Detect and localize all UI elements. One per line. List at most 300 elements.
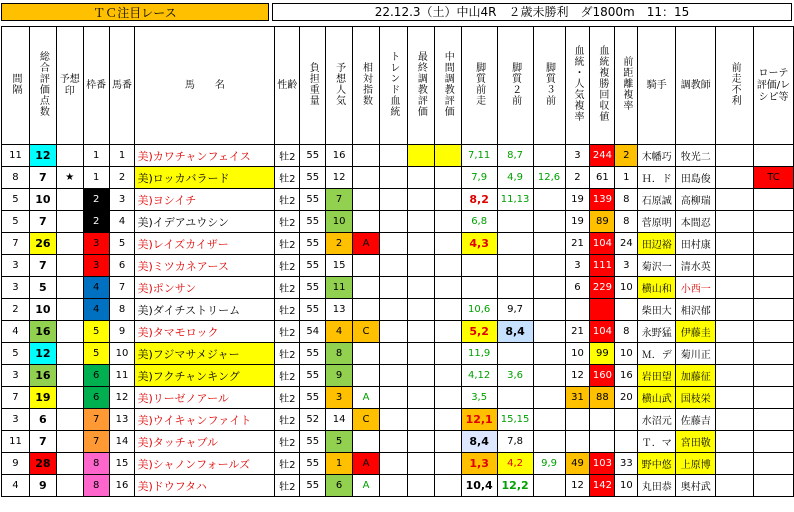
cell-name: 美)フジマサメジャー — [135, 343, 275, 365]
header-cell — [83, 27, 109, 145]
cell-final — [407, 387, 434, 409]
cell-mark — [56, 475, 83, 497]
cell-bc: 229 — [590, 277, 615, 299]
cell-bc: 89 — [590, 211, 615, 233]
cell-pop: 4 — [326, 321, 353, 343]
cell-furi — [716, 475, 754, 497]
header-cell — [2, 27, 30, 145]
cell-trainer: 本間忍 — [676, 211, 716, 233]
cell-mid — [434, 431, 461, 453]
header-label: 相対指数 — [360, 61, 372, 106]
cell-s2: 8,4 — [497, 321, 533, 343]
cell-bc: 139 — [590, 189, 615, 211]
cell-mark — [56, 189, 83, 211]
cell-pop: 14 — [326, 409, 353, 431]
cell-sex: 牡2 — [275, 365, 300, 387]
table-row — [2, 299, 794, 321]
cell-frame: 8 — [83, 453, 109, 475]
cell-mid — [434, 343, 461, 365]
cell-weight: 52 — [300, 409, 326, 431]
table-row — [2, 167, 794, 189]
cell-weight: 54 — [300, 321, 326, 343]
cell-pop: 5 — [326, 431, 353, 453]
table-row — [2, 277, 794, 299]
cell-s3 — [533, 211, 565, 233]
cell-weight: 55 — [300, 365, 326, 387]
cell-s2 — [497, 343, 533, 365]
cell-s1: 10,4 — [461, 475, 497, 497]
cell-s1: 10,6 — [461, 299, 497, 321]
table-row — [2, 343, 794, 365]
cell-jockey: 横山和 — [638, 277, 676, 299]
cell-num: 12 — [109, 387, 135, 409]
cell-s2: 4,2 — [497, 453, 533, 475]
cell-rel: C — [353, 409, 380, 431]
cell-s1: 5,2 — [461, 321, 497, 343]
cell-rel — [353, 277, 380, 299]
cell-weight: 55 — [300, 299, 326, 321]
cell-trainer: 伊藤圭 — [676, 321, 716, 343]
cell-interval: 11 — [2, 145, 30, 167]
cell-trainer: 加藤征 — [676, 365, 716, 387]
cell-s3 — [533, 321, 565, 343]
cell-jockey: 菊沢一 — [638, 255, 676, 277]
cell-trend — [379, 343, 407, 365]
header-cell — [461, 27, 497, 145]
header-row — [2, 27, 794, 145]
header-cell — [590, 27, 615, 145]
cell-frame: 3 — [83, 255, 109, 277]
cell-frame: 2 — [83, 211, 109, 233]
cell-trend — [379, 321, 407, 343]
cell-num: 16 — [109, 475, 135, 497]
cell-pop: 2 — [326, 233, 353, 255]
cell-interval: 5 — [2, 211, 30, 233]
cell-weight: 55 — [300, 211, 326, 233]
cell-bc — [590, 299, 615, 321]
header-cell — [565, 27, 590, 145]
cell-bl — [565, 409, 590, 431]
cell-rel — [353, 145, 380, 167]
table-row — [2, 189, 794, 211]
cell-s1: 3,5 — [461, 387, 497, 409]
header-label: 枠番 — [86, 80, 107, 91]
header-cell — [109, 27, 135, 145]
cell-num: 5 — [109, 233, 135, 255]
cell-bc: 244 — [590, 145, 615, 167]
cell-rote — [754, 343, 794, 365]
cell-final — [407, 167, 434, 189]
cell-trainer: 相沢郁 — [676, 299, 716, 321]
header-label: 性齢 — [277, 80, 298, 91]
cell-interval: 4 — [2, 321, 30, 343]
cell-bc: 88 — [590, 387, 615, 409]
cell-sex: 牡2 — [275, 255, 300, 277]
cell-s1: 11,9 — [461, 343, 497, 365]
cell-rel — [353, 343, 380, 365]
cell-mark — [56, 387, 83, 409]
cell-pd: 8 — [615, 211, 638, 233]
cell-furi — [716, 167, 754, 189]
cell-final — [407, 475, 434, 497]
cell-name: 美)イデアユウシン — [135, 211, 275, 233]
cell-pop: 11 — [326, 277, 353, 299]
cell-mark — [56, 321, 83, 343]
cell-final — [407, 343, 434, 365]
cell-final — [407, 277, 434, 299]
cell-num: 7 — [109, 277, 135, 299]
cell-s2 — [497, 255, 533, 277]
cell-bl: 2 — [565, 167, 590, 189]
cell-mark — [56, 343, 83, 365]
cell-sex: 牡2 — [275, 343, 300, 365]
cell-mark — [56, 255, 83, 277]
table-row — [2, 475, 794, 497]
cell-final — [407, 233, 434, 255]
header-cell — [497, 27, 533, 145]
cell-pd: 8 — [615, 189, 638, 211]
cell-final — [407, 145, 434, 167]
cell-trainer: 宮田敬 — [676, 431, 716, 453]
cell-jockey: 岩田望 — [638, 365, 676, 387]
cell-bl: 21 — [565, 233, 590, 255]
cell-sex: 牡2 — [275, 475, 300, 497]
cell-name: 美)レイズカイザー — [135, 233, 275, 255]
cell-furi — [716, 255, 754, 277]
cell-furi — [716, 321, 754, 343]
cell-jockey: 野中悠 — [638, 453, 676, 475]
cell-pop: 7 — [326, 189, 353, 211]
cell-num: 8 — [109, 299, 135, 321]
cell-bl: 10 — [565, 343, 590, 365]
cell-mid — [434, 233, 461, 255]
cell-s3: 12,6 — [533, 167, 565, 189]
cell-s2: 3,6 — [497, 365, 533, 387]
cell-rel: A — [353, 475, 380, 497]
header-cell — [300, 27, 326, 145]
cell-pop: 13 — [326, 299, 353, 321]
cell-trainer: 菊川正 — [676, 343, 716, 365]
cell-interval: 3 — [2, 255, 30, 277]
cell-sex: 牡2 — [275, 387, 300, 409]
cell-frame: 6 — [83, 365, 109, 387]
cell-frame: 8 — [83, 475, 109, 497]
cell-rote: TC — [754, 167, 794, 189]
cell-bl: 19 — [565, 211, 590, 233]
cell-pop: 12 — [326, 167, 353, 189]
cell-weight: 55 — [300, 431, 326, 453]
cell-rote — [754, 211, 794, 233]
cell-rel — [353, 431, 380, 453]
header-cell — [326, 27, 353, 145]
cell-name: 美)ダイチストリーム — [135, 299, 275, 321]
cell-s3 — [533, 255, 565, 277]
cell-bl: 3 — [565, 145, 590, 167]
cell-mid — [434, 255, 461, 277]
cell-mid — [434, 189, 461, 211]
cell-s1: 6,8 — [461, 211, 497, 233]
cell-bc: 99 — [590, 343, 615, 365]
cell-s2: 8,7 — [497, 145, 533, 167]
cell-mark — [56, 233, 83, 255]
cell-trainer: 高柳瑞 — [676, 189, 716, 211]
cell-pop: 10 — [326, 211, 353, 233]
cell-rote — [754, 255, 794, 277]
cell-mid — [434, 475, 461, 497]
cell-rel: A — [353, 233, 380, 255]
cell-score: 7 — [29, 167, 56, 189]
cell-pd — [615, 431, 638, 453]
cell-furi — [716, 409, 754, 431]
cell-trainer: 牧光二 — [676, 145, 716, 167]
cell-final — [407, 431, 434, 453]
cell-bl: 3 — [565, 255, 590, 277]
cell-s2: 11,13 — [497, 189, 533, 211]
header-cell — [533, 27, 565, 145]
cell-jockey: 永野猛 — [638, 321, 676, 343]
cell-pd — [615, 409, 638, 431]
cell-score: 6 — [29, 409, 56, 431]
cell-trend — [379, 365, 407, 387]
cell-trend — [379, 211, 407, 233]
cell-sex: 牡2 — [275, 453, 300, 475]
cell-num: 6 — [109, 255, 135, 277]
header-label: 予想人気 — [333, 61, 345, 106]
cell-mid — [434, 453, 461, 475]
cell-sex: 牡2 — [275, 431, 300, 453]
cell-mid — [434, 365, 461, 387]
cell-s1: 4,12 — [461, 365, 497, 387]
table-row — [2, 321, 794, 343]
cell-trainer: 田村康 — [676, 233, 716, 255]
cell-s2 — [497, 387, 533, 409]
cell-rel: A — [353, 453, 380, 475]
cell-num: 14 — [109, 431, 135, 453]
cell-rel — [353, 189, 380, 211]
header-label: 間隔 — [9, 72, 21, 95]
cell-pd — [615, 299, 638, 321]
cell-rote — [754, 145, 794, 167]
cell-jockey: 石原誠 — [638, 189, 676, 211]
cell-frame: 5 — [83, 343, 109, 365]
cell-pd: 24 — [615, 233, 638, 255]
cell-score: 12 — [29, 145, 56, 167]
table-row — [2, 145, 794, 167]
cell-bl: 12 — [565, 365, 590, 387]
header-cell — [275, 27, 300, 145]
cell-num: 15 — [109, 453, 135, 475]
header-cell — [716, 27, 754, 145]
cell-name: 美)シャノンフォールズ — [135, 453, 275, 475]
cell-score: 7 — [29, 431, 56, 453]
cell-s1: 8,4 — [461, 431, 497, 453]
cell-rote — [754, 475, 794, 497]
cell-trend — [379, 431, 407, 453]
cell-s2 — [497, 211, 533, 233]
cell-interval: 7 — [2, 387, 30, 409]
cell-score: 26 — [29, 233, 56, 255]
cell-name: 美)カワチャンフェイス — [135, 145, 275, 167]
cell-pd: 10 — [615, 277, 638, 299]
cell-interval: 5 — [2, 189, 30, 211]
cell-mid — [434, 167, 461, 189]
cell-rote — [754, 453, 794, 475]
cell-sex: 牡2 — [275, 409, 300, 431]
cell-bc: 111 — [590, 255, 615, 277]
cell-mid — [434, 277, 461, 299]
cell-mark — [56, 409, 83, 431]
cell-score: 12 — [29, 343, 56, 365]
cell-final — [407, 453, 434, 475]
cell-s3 — [533, 409, 565, 431]
header-label: 血統・人気複率 — [571, 45, 583, 122]
cell-score: 7 — [29, 211, 56, 233]
cell-interval: 9 — [2, 453, 30, 475]
header-cell — [434, 27, 461, 145]
cell-trend — [379, 475, 407, 497]
cell-trainer: 上原博 — [676, 453, 716, 475]
cell-rel — [353, 211, 380, 233]
cell-s3 — [533, 387, 565, 409]
cell-mark: ★ — [56, 167, 83, 189]
cell-s2: 15,15 — [497, 409, 533, 431]
cell-rote — [754, 233, 794, 255]
cell-mark — [56, 431, 83, 453]
cell-pop: 8 — [326, 343, 353, 365]
header-cell — [29, 27, 56, 145]
cell-frame: 7 — [83, 431, 109, 453]
cell-rel — [353, 365, 380, 387]
table-row — [2, 453, 794, 475]
cell-furi — [716, 189, 754, 211]
cell-s1 — [461, 277, 497, 299]
cell-pop: 16 — [326, 145, 353, 167]
cell-s3 — [533, 277, 565, 299]
cell-sex: 牡2 — [275, 145, 300, 167]
cell-bl: 19 — [565, 189, 590, 211]
cell-score: 7 — [29, 255, 56, 277]
cell-trainer: 奥村武 — [676, 475, 716, 497]
cell-sex: 牡2 — [275, 233, 300, 255]
header-cell — [754, 27, 794, 145]
cell-jockey: Ｈ．ド — [638, 167, 676, 189]
header-label: 予想印 — [59, 73, 80, 97]
header-cell — [353, 27, 380, 145]
cell-furi — [716, 277, 754, 299]
cell-pd: 2 — [615, 145, 638, 167]
cell-jockey: 水沼元 — [638, 409, 676, 431]
header-label: 血統複勝回収値 — [596, 45, 608, 122]
header-label: 前走不利 — [729, 61, 741, 106]
cell-frame: 5 — [83, 321, 109, 343]
cell-trainer: 小西一 — [676, 277, 716, 299]
cell-frame: 4 — [83, 299, 109, 321]
cell-bc: 104 — [590, 233, 615, 255]
cell-bl: 49 — [565, 453, 590, 475]
cell-interval: 11 — [2, 431, 30, 453]
cell-name: 美)タッチャブル — [135, 431, 275, 453]
table-row — [2, 233, 794, 255]
cell-score: 16 — [29, 365, 56, 387]
cell-rote — [754, 277, 794, 299]
table-row — [2, 365, 794, 387]
header-label: 中間調教評価 — [442, 50, 454, 117]
header-label: 馬 名 — [184, 80, 225, 91]
cell-rote — [754, 431, 794, 453]
header-cell — [407, 27, 434, 145]
cell-weight: 55 — [300, 475, 326, 497]
cell-num: 4 — [109, 211, 135, 233]
cell-name: 美)ヨシイチ — [135, 189, 275, 211]
cell-frame: 2 — [83, 189, 109, 211]
cell-weight: 55 — [300, 453, 326, 475]
cell-name: 美)リーゼノアール — [135, 387, 275, 409]
cell-frame: 7 — [83, 409, 109, 431]
cell-s1: 12,1 — [461, 409, 497, 431]
cell-mark — [56, 277, 83, 299]
cell-pd: 10 — [615, 343, 638, 365]
cell-weight: 55 — [300, 255, 326, 277]
cell-score: 10 — [29, 299, 56, 321]
cell-trainer: 田島俊 — [676, 167, 716, 189]
cell-trend — [379, 277, 407, 299]
cell-interval: 3 — [2, 409, 30, 431]
cell-weight: 55 — [300, 387, 326, 409]
cell-trend — [379, 233, 407, 255]
cell-frame: 6 — [83, 387, 109, 409]
cell-s1: 7,11 — [461, 145, 497, 167]
cell-trend — [379, 167, 407, 189]
cell-num: 2 — [109, 167, 135, 189]
cell-pd: 16 — [615, 365, 638, 387]
cell-mid — [434, 387, 461, 409]
header-label: 騎手 — [646, 80, 667, 91]
cell-mark — [56, 365, 83, 387]
cell-mid — [434, 299, 461, 321]
cell-s1 — [461, 255, 497, 277]
cell-furi — [716, 431, 754, 453]
cell-name: 美)ポンサン — [135, 277, 275, 299]
cell-interval: 3 — [2, 365, 30, 387]
cell-interval: 4 — [2, 475, 30, 497]
cell-sex: 牡2 — [275, 189, 300, 211]
cell-s3 — [533, 343, 565, 365]
cell-frame: 3 — [83, 233, 109, 255]
cell-rote — [754, 189, 794, 211]
header-label: 脚質２前 — [509, 61, 521, 106]
cell-trainer: 清水英 — [676, 255, 716, 277]
cell-name: 美)ミツカネアース — [135, 255, 275, 277]
cell-s2: 4,9 — [497, 167, 533, 189]
cell-jockey: 丸田恭 — [638, 475, 676, 497]
cell-furi — [716, 299, 754, 321]
cell-name: 美)ドウフタハ — [135, 475, 275, 497]
cell-furi — [716, 365, 754, 387]
cell-pd: 1 — [615, 167, 638, 189]
cell-mark — [56, 145, 83, 167]
cell-s1: 1,3 — [461, 453, 497, 475]
cell-rel: A — [353, 387, 380, 409]
header-label: 総合評価点数 — [37, 50, 49, 117]
table-body — [2, 145, 794, 497]
cell-trainer: 国枝栄 — [676, 387, 716, 409]
cell-rote — [754, 387, 794, 409]
cell-mid — [434, 211, 461, 233]
cell-num: 3 — [109, 189, 135, 211]
cell-weight: 55 — [300, 189, 326, 211]
cell-weight: 55 — [300, 167, 326, 189]
header-cell — [379, 27, 407, 145]
